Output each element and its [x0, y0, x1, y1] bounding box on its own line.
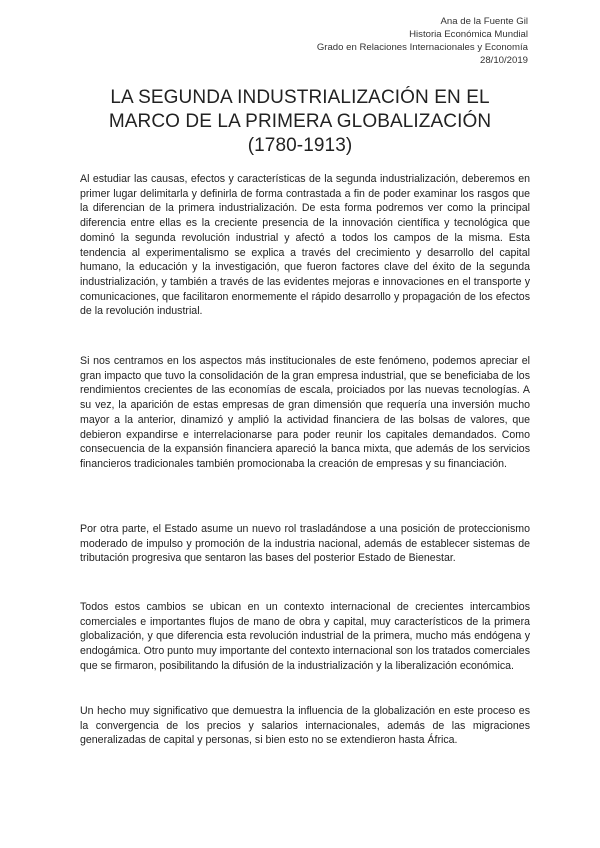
- title-line-1: LA SEGUNDA INDUSTRIALIZACIÓN EN EL: [110, 87, 490, 108]
- document-date: 28/10/2019: [479, 55, 528, 66]
- paragraph-5: Un hecho muy significativo que demuestra la influencia de la globalización en este proceso es la convergencia de los precios y salarios internacionales, además de las migraciones generalizadas de capital y personas, si bien esto no se extendieron hasta África.: [80, 705, 530, 747]
- degree-name: Grado en Relaciones Internacionales y Economía: [316, 42, 528, 53]
- paragraph-1: Al estudiar las causas, efectos y características de la segunda industrialización, deberemos en primer lugar delimitarla y definirla de forma contrastada a fin de poder examinar los rasgos que la diferencian de la primera industrialización. De esta forma podremos ver como la principal diferencia entre ellas es la creciente presencia de la innovación científica y tecnológica que dominó la segunda revolución industrial y afectó a todos los campos de la misma. Esta tendencia al experimentalismo se explica a través del crecimiento y desarrollo del capital humano, la educación y la investigación, que fueron factores clave del éxito de la segunda industrialización, y también a través de las evidentes mejoras e innovaciones en el transporte y comunicaciones, que facilitaron enormemente el rápido desarrollo y propagación de los efectos de la revolución industrial.: [80, 173, 530, 318]
- paragraph-4: Todos estos cambios se ubican en un contexto internacional de crecientes intercambios comerciales e importantes flujos de mano de obra y capital, muy característicos de la primera globalización, y que diferencia esta revolución industrial de la primera, mucho más endógena y endogámica. Otro punto muy importante del contexto internacional son los tratados comerciales que se firmaron, posibilitando la difusión de la industrialización y la liberalización económica.: [80, 601, 530, 672]
- paragraph-2: Si nos centramos en los aspectos más institucionales de este fenómeno, podemos apreciar el gran impacto que tuvo la consolidación de la gran empresa industrial, que se beneficiaba de los rendimientos crecientes de las economías de escala, proiciados por las nuevas tecnologías. A su vez, la aparición de estas empresas de gran dimensión que requería una inversión mucho mayor a la anterior, dinamizó y amplió la actividad financiera de las bolsas de valores, que debieron expandirse e interrelacionarse para poder reunir los capitales demandados. Como consecuencia de la expansión financiera apareció la banca mixta, que además de los servicios financieros tradicionales también promocionaba la creación de empresas y su financiación.: [80, 355, 530, 470]
- author-name: Ana de la Fuente Gil: [440, 16, 528, 27]
- title-line-2: MARCO DE LA PRIMERA GLOBALIZACIÓN: [108, 111, 492, 132]
- document-header: [317, 15, 528, 67]
- course-name: Historia Económica Mundial: [409, 29, 528, 40]
- title-line-3: (1780-1913): [247, 135, 353, 156]
- paragraph-3: Por otra parte, el Estado asume un nuevo rol trasladándose a una posición de proteccionismo moderado de impulso y promoción de la industria nacional, además de establecer sistemas de tributación progresiva que sentaron las bases del posterior Estado de Bienestar.: [80, 523, 530, 565]
- page-title: [60, 86, 540, 158]
